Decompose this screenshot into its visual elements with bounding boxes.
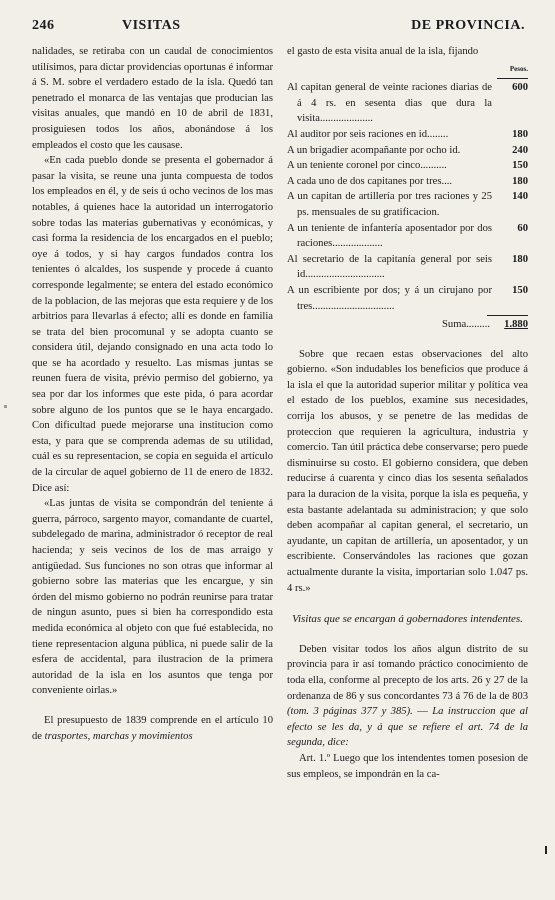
paragraph-text: Deben visitar todos los años algun distrito de su provincia para ir así tomando práctico conocimiento de toda ella, conforme al precepto de los arts. 26 y 27 de la ordenanza de 86 y sus concordantes 73 á 76 de la de 803 (287, 643, 528, 702)
italic-note: La instruccion que al efecto se les da, y á que se refiere el art. 74 de la segunda, dice: (287, 706, 528, 749)
running-title-left: VISITAS (122, 18, 181, 33)
budget-item (287, 174, 528, 190)
budget-item-value: 180 (512, 253, 528, 265)
budget-item-description: A un teniente de infantería aposentador por dos raciones................... (287, 222, 492, 250)
paragraph (287, 642, 528, 751)
budget-item (287, 189, 528, 220)
budget-item-value: 180 (512, 128, 528, 140)
paragraph-text: El presupuesto de 1839 comprende en el artículo 10 de (32, 714, 273, 742)
right-column (287, 44, 528, 782)
budget-item-description: A cada uno de dos capitanes por tres.... (287, 175, 453, 187)
sum-rule (487, 315, 528, 316)
budget-item-description: A un capitan de artillería por tres raciones y 25 ps. mensuales de su gratificacion. (287, 191, 492, 218)
budget-item-value: 140 (512, 191, 528, 203)
left-column (32, 44, 273, 744)
running-title-right: DE PROVINCIA. (411, 18, 525, 33)
budget-item-description: A un teniente coronel por cinco.......... (287, 160, 447, 172)
budget-total (287, 317, 528, 333)
budget-item (287, 252, 528, 283)
budget-intro: el gasto de esta visita anual de la isla, fijando (287, 46, 479, 57)
budget-item-value: 240 (512, 144, 528, 156)
budget-item (287, 283, 528, 314)
budget-item-description: A un brigadier acompañante por ocho id. (287, 144, 461, 156)
paragraph: «En cada pueblo donde se presenta el gobernador á pasar la visita, se reune una junta compuesta de todos los empleados en él, y de seis ú ocho vecinos de los mas notables, á quienes hace la autoridad un interrogatorio sobre todas las materias gubernativas y económicas, y casi forma la residencia de los encargados en el pueblo; oye á todos, y si hay cargos fundados contra los tenientes ó alcaldes, los suspende y procede á cuanto corresponde legalmente; se entera del estado económico de la poblacion, de las mejoras que esta requiere y de los arbitrios para llevarlas á efecto; allí es donde en familia se trata del bien procomunal y se adopta cuanto se considera útil, dejando consignado en una acta todo lo que se ha acordado y resuelto. Las mismas juntas se reunen fuera de visita, prévio permiso del gobierno, ya sea por dar los informes que este pida, ó para acordar sobre alguno de los puntos que se le haya encargado. Con dificultad puede mejorarse una institucion como esta, y para que se comprenda ademas de su utilidad, cuál es su representacion, se copia en seguida el artículo de la circular de aquel gobierno de 11 de enero de 1832. Dice así: (32, 155, 273, 494)
volume-reference: (tom. 3 páginas 377 y 385). (287, 706, 413, 718)
total-value: 1.880 (504, 319, 528, 331)
budget-item-description: A un escribiente por dos; y á un cirujano por tres............................... (287, 284, 492, 312)
margin-speck (4, 405, 7, 408)
dash: — (412, 706, 433, 718)
budget-item-value: 60 (517, 222, 528, 234)
budget-item (287, 158, 528, 174)
paragraph-final (32, 713, 273, 744)
budget-item-description: Al auditor por seis raciones en id........ (287, 128, 449, 140)
budget-item-value: 180 (512, 175, 528, 187)
budget-item (287, 127, 528, 143)
italic-term: trasportes, marchas y movimientos (44, 730, 193, 742)
budget-item-value: 600 (512, 82, 528, 94)
budget-item (287, 143, 528, 159)
budget-item-value: 150 (512, 284, 528, 296)
total-label: Suma......... (442, 319, 490, 331)
page-number: 246 (32, 18, 55, 33)
header-rule (497, 78, 528, 79)
budget-item-value: 150 (512, 160, 528, 172)
budget-item (287, 80, 528, 127)
currency-column-header: Pesos. (509, 64, 528, 73)
paragraph: Art. 1.º Luego que los intendentes tomen posesion de sus empleos, se impondrán en la ca- (287, 752, 528, 780)
budget-item-description: Al secretario de la capitanía general por seis id.............................. (287, 253, 492, 281)
page-header (32, 18, 525, 40)
section-title: Visitas que se encargan á gobernadores intendentes. (292, 613, 523, 626)
budget-item (287, 221, 528, 252)
paragraph: Sobre que recaen estas observaciones del alto gobierno. «Son indudables los beneficios que produce á la isla el que la autoridad superior militar y política vea el estado de los pueblos, examine sus necesidades, corrija los abusos, y se penetre de las medidas de proteccion que requieren la agricultura, industria y comercio. Tan útil práctica debe conservarse; pero puede disminuirse su costo. El gobierno considera, que deben reducirse á cuarenta y cinco dias los sesenta señalados para la duracion de la visita, porque la isla es pequeña, y esta bastante adelantada su administracion; y que solo deben acompañar al capitan general, el secretario, un ayudante, un capitan de artillería, un aposentador, y un escribiente. Conservándoles las raciones que gozan actualmente durante la visita, importarian solo 1.047 ps. 4 rs.» (287, 348, 528, 594)
paragraph: nalidades, se retiraba con un caudal de conocimientos utilísimos, para dictar providencias oportunas é informar á S. M. sobre el verdadero estado de la isla. Quedó tan penetrado el monarca de las ventajas que producian las visitas anuales, que mandó en 10 de abril de 1831, prosiguiesen todos los años, abonándose á los empleados el costo que les causase. (32, 46, 273, 151)
paragraph: «Las juntas de visita se compondrán del teniente á guerra, párroco, sargento mayor, comandante de cuartel, subdelegado de marina, administrador ó receptor de real hacienda; y seis vecinos de los de mas arraigo y antigüedad. Sus funciones no son otras que informar al gobierno sobre las materias que les encargue, y sin órden del mismo gobierno no podrán reunirse para tratar de ningun asunto, pues si bien ha correspondido esta medida económica al objeto con que fué establecida, no tiene representacion alguna pública, ni puede salir de la esfera de accidental, para ilustracion de la primera autoridad de la isla en los asuntos que tenga por conveniente oirlas.» (32, 498, 273, 697)
margin-mark (545, 846, 547, 854)
budget-item-description: Al capitan general de veinte raciones diarias de á 4 rs. en sesenta dias que dura la visita.................... (287, 82, 492, 125)
